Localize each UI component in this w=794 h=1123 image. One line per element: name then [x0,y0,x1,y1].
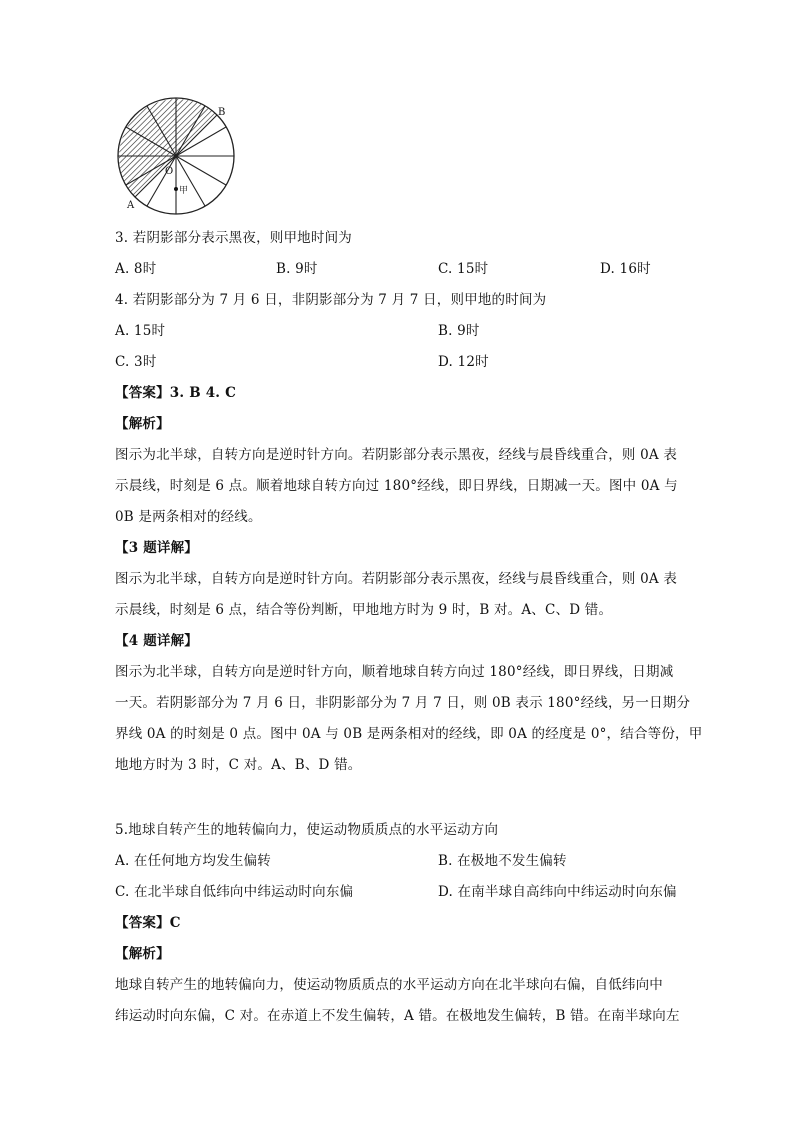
analysis-5-line: 纬运动时向东偏，C 对。在赤道上不发生偏转，A 错。在极地发生偏转，B 错。在南半球向左 [115,1008,680,1024]
point-jia-dot [174,187,178,191]
question-5-option-d: D. 在南半球自高纬向中纬运动时向东偏 [438,884,677,900]
label-b: B [218,107,226,118]
detail-3-heading: 【3 题详解】 [115,540,198,556]
analysis-5-line: 地球自转产生的地转偏向力，使运动物质质点的水平运动方向在北半球向右偏，自低纬向中 [115,977,663,993]
label-a: A [127,200,135,211]
question-3-option-a: A. 8时 [115,261,157,277]
analysis-heading-2: 【解析】 [115,946,170,962]
question-4-option-b: B. 9时 [438,323,480,339]
question-5-option-c: C. 在北半球自低纬向中纬运动时向东偏 [115,884,354,900]
question-4-option-d: D. 12时 [438,354,489,370]
detail-3-line: 示晨线，时刻是 6 点，结合等份判断，甲地地方时为 9 时，B 对。A、C、D 错。 [115,602,613,618]
question-5-option-b: B. 在极地不发生偏转 [438,853,567,869]
question-5-option-a: A. 在任何地方均发生偏转 [115,853,271,869]
detail-4-line: 界线 0A 的时刻是 0 点。图中 0A 与 0B 是两条相对的经线，即 0A 的经度是 0°，结合等份，甲 [115,726,703,742]
question-4-stem: 4. 若阴影部分为 7 月 6 日，非阴影部分为 7 月 7 日，则甲地的时间为 [115,292,547,308]
question-5-stem: 5.地球自转产生的地转偏向力，使运动物质质点的水平运动方向 [115,822,499,838]
question-3-option-c: C. 15时 [438,261,489,277]
question-3-option-d: D. 16时 [600,261,651,277]
analysis-heading: 【解析】 [115,416,170,432]
night-shaded-half [119,99,217,197]
answer-3-4: 【答案】3. B 4. C [115,385,237,401]
answer-5: 【答案】C [115,915,181,931]
question-3-option-b: B. 9时 [276,261,318,277]
detail-4-heading: 【4 题详解】 [115,633,198,649]
question-3-stem: 3. 若阴影部分表示黑夜，则甲地时间为 [115,230,352,246]
detail-3-line: 图示为北半球，自转方向是逆时针方向。若阴影部分表示黑夜，经线与晨昏线重合，则 0A 表 [115,571,678,587]
earth-polar-view-diagram [110,93,250,218]
analysis-line: 图示为北半球，自转方向是逆时针方向。若阴影部分表示黑夜，经线与晨昏线重合，则 0A 表 [115,447,678,463]
detail-4-line: 图示为北半球，自转方向是逆时针方向，顺着地球自转方向过 180°经线，即日界线，日期减 [115,664,674,680]
analysis-line: 示晨线，时刻是 6 点。顺着地球自转方向过 180°经线，即日界线，日期减一天。图中 0A 与 [115,478,678,494]
question-4-option-c: C. 3时 [115,354,157,370]
label-o: O [165,166,174,177]
question-4-option-a: A. 15时 [115,323,166,339]
detail-4-line: 一天。若阴影部分为 7 月 6 日，非阴影部分为 7 月 7 日，则 0B 表示 180°经线，另一日期分 [115,695,691,711]
detail-4-line: 地地方时为 3 时，C 对。A、B、D 错。 [115,757,362,773]
label-jia: 甲 [179,186,189,196]
analysis-line: 0B 是两条相对的经线。 [115,509,262,525]
